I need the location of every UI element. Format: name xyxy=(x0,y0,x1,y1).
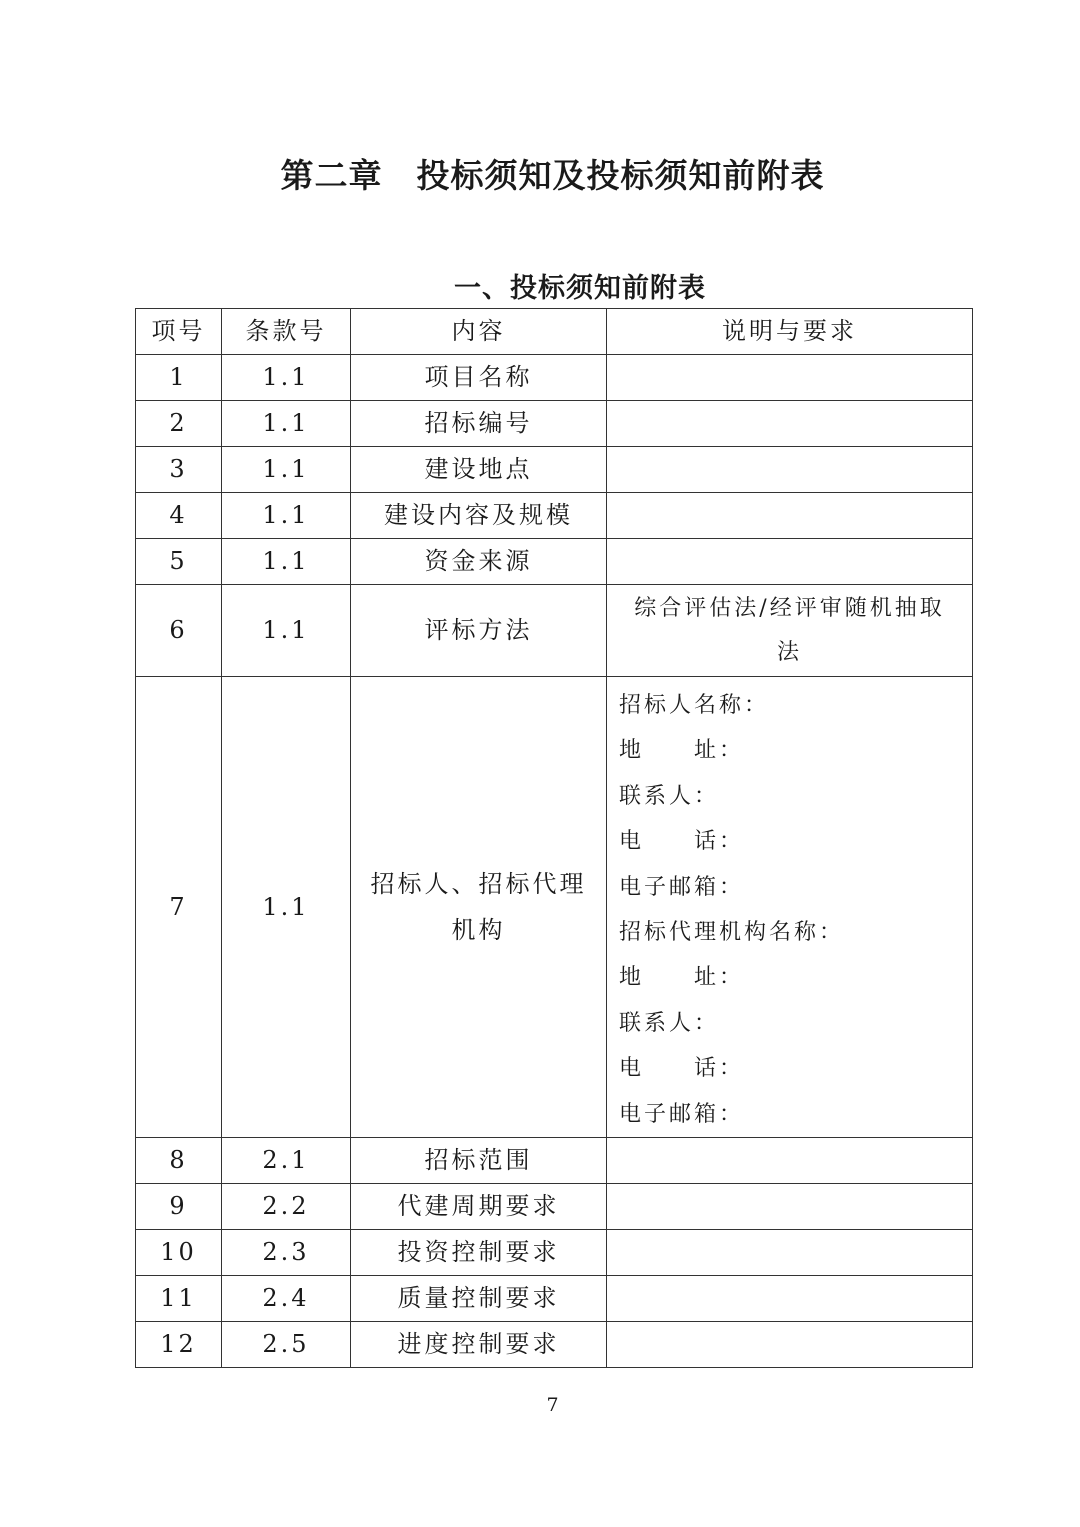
item-no: 7 xyxy=(136,677,222,1138)
table-row xyxy=(136,401,973,447)
item-no: 8 xyxy=(136,1137,222,1183)
table-row xyxy=(136,1275,973,1321)
requirement: 综合评估法/经评审随机抽取法 xyxy=(607,585,973,677)
header-clause-no: 条款号 xyxy=(222,309,351,355)
clause-no: 1.1 xyxy=(222,401,351,447)
clause-no: 2.3 xyxy=(222,1229,351,1275)
clause-no: 1.1 xyxy=(222,355,351,401)
requirement xyxy=(607,1183,973,1229)
table-row xyxy=(136,355,973,401)
agency-contact-label: 联系人： xyxy=(619,1010,720,1036)
requirement xyxy=(607,493,973,539)
table-row xyxy=(136,447,973,493)
item-no: 4 xyxy=(136,493,222,539)
tenderer-name-label: 招标人名称： xyxy=(619,693,770,718)
requirement xyxy=(607,677,973,1138)
requirement xyxy=(607,1321,973,1367)
clause-no: 1.1 xyxy=(222,493,351,539)
clause-no: 1.1 xyxy=(222,539,351,585)
clause-no: 2.1 xyxy=(222,1137,351,1183)
agency-phone-label: 电 话： xyxy=(619,1056,745,1082)
agency-email-label: 电子邮箱： xyxy=(619,1101,745,1127)
appendix-table xyxy=(135,308,973,1368)
header-content: 内容 xyxy=(351,309,607,355)
tenderer-address-label: 地 址： xyxy=(619,738,745,764)
table-row xyxy=(136,1229,973,1275)
content: 资金来源 xyxy=(351,539,607,585)
content: 项目名称 xyxy=(351,355,607,401)
table-row xyxy=(136,585,973,677)
content: 进度控制要求 xyxy=(351,1321,607,1367)
content: 建设地点 xyxy=(351,447,607,493)
clause-no: 1.1 xyxy=(222,677,351,1138)
section-title: 一、投标须知前附表 xyxy=(454,273,706,304)
table-row xyxy=(136,539,973,585)
content: 评标方法 xyxy=(351,585,607,677)
item-no: 9 xyxy=(136,1183,222,1229)
requirement xyxy=(607,1229,973,1275)
tenderer-email-label: 电子邮箱： xyxy=(619,874,745,900)
content: 质量控制要求 xyxy=(351,1275,607,1321)
item-no: 6 xyxy=(136,585,222,677)
tenderer-phone-label: 电 话： xyxy=(619,829,745,855)
item-no: 5 xyxy=(136,539,222,585)
requirement xyxy=(607,539,973,585)
table-row xyxy=(136,1321,973,1367)
requirement xyxy=(607,401,973,447)
table-row xyxy=(136,1137,973,1183)
requirement xyxy=(607,355,973,401)
clause-no: 2.5 xyxy=(222,1321,351,1367)
requirement xyxy=(607,1137,973,1183)
clause-no: 1.1 xyxy=(222,447,351,493)
item-no: 11 xyxy=(136,1275,222,1321)
content: 招标编号 xyxy=(351,401,607,447)
content: 建设内容及规模 xyxy=(351,493,607,539)
page-number: 7 xyxy=(546,1394,559,1416)
clause-no: 2.2 xyxy=(222,1183,351,1229)
content: 招标人、招标代理机构 xyxy=(351,677,607,1138)
item-no: 12 xyxy=(136,1321,222,1367)
requirement xyxy=(607,447,973,493)
content: 投资控制要求 xyxy=(351,1229,607,1275)
agency-name-label: 招标代理机构名称： xyxy=(619,919,845,945)
content: 招标范围 xyxy=(351,1137,607,1183)
item-no: 2 xyxy=(136,401,222,447)
item-no: 1 xyxy=(136,355,222,401)
header-requirement: 说明与要求 xyxy=(607,309,973,355)
agency-address-label: 地 址： xyxy=(619,965,745,991)
tenderer-contact-label: 联系人： xyxy=(619,783,720,809)
table-row xyxy=(136,677,973,1138)
table-header-row xyxy=(136,309,973,355)
item-no: 10 xyxy=(136,1229,222,1275)
table-row xyxy=(136,493,973,539)
clause-no: 1.1 xyxy=(222,585,351,677)
header-item-no: 项号 xyxy=(136,309,222,355)
clause-no: 2.4 xyxy=(222,1275,351,1321)
chapter-title: 第二章 投标须知及投标须知前附表 xyxy=(280,156,825,195)
requirement xyxy=(607,1275,973,1321)
content: 代建周期要求 xyxy=(351,1183,607,1229)
item-no: 3 xyxy=(136,447,222,493)
table-row xyxy=(136,1183,973,1229)
